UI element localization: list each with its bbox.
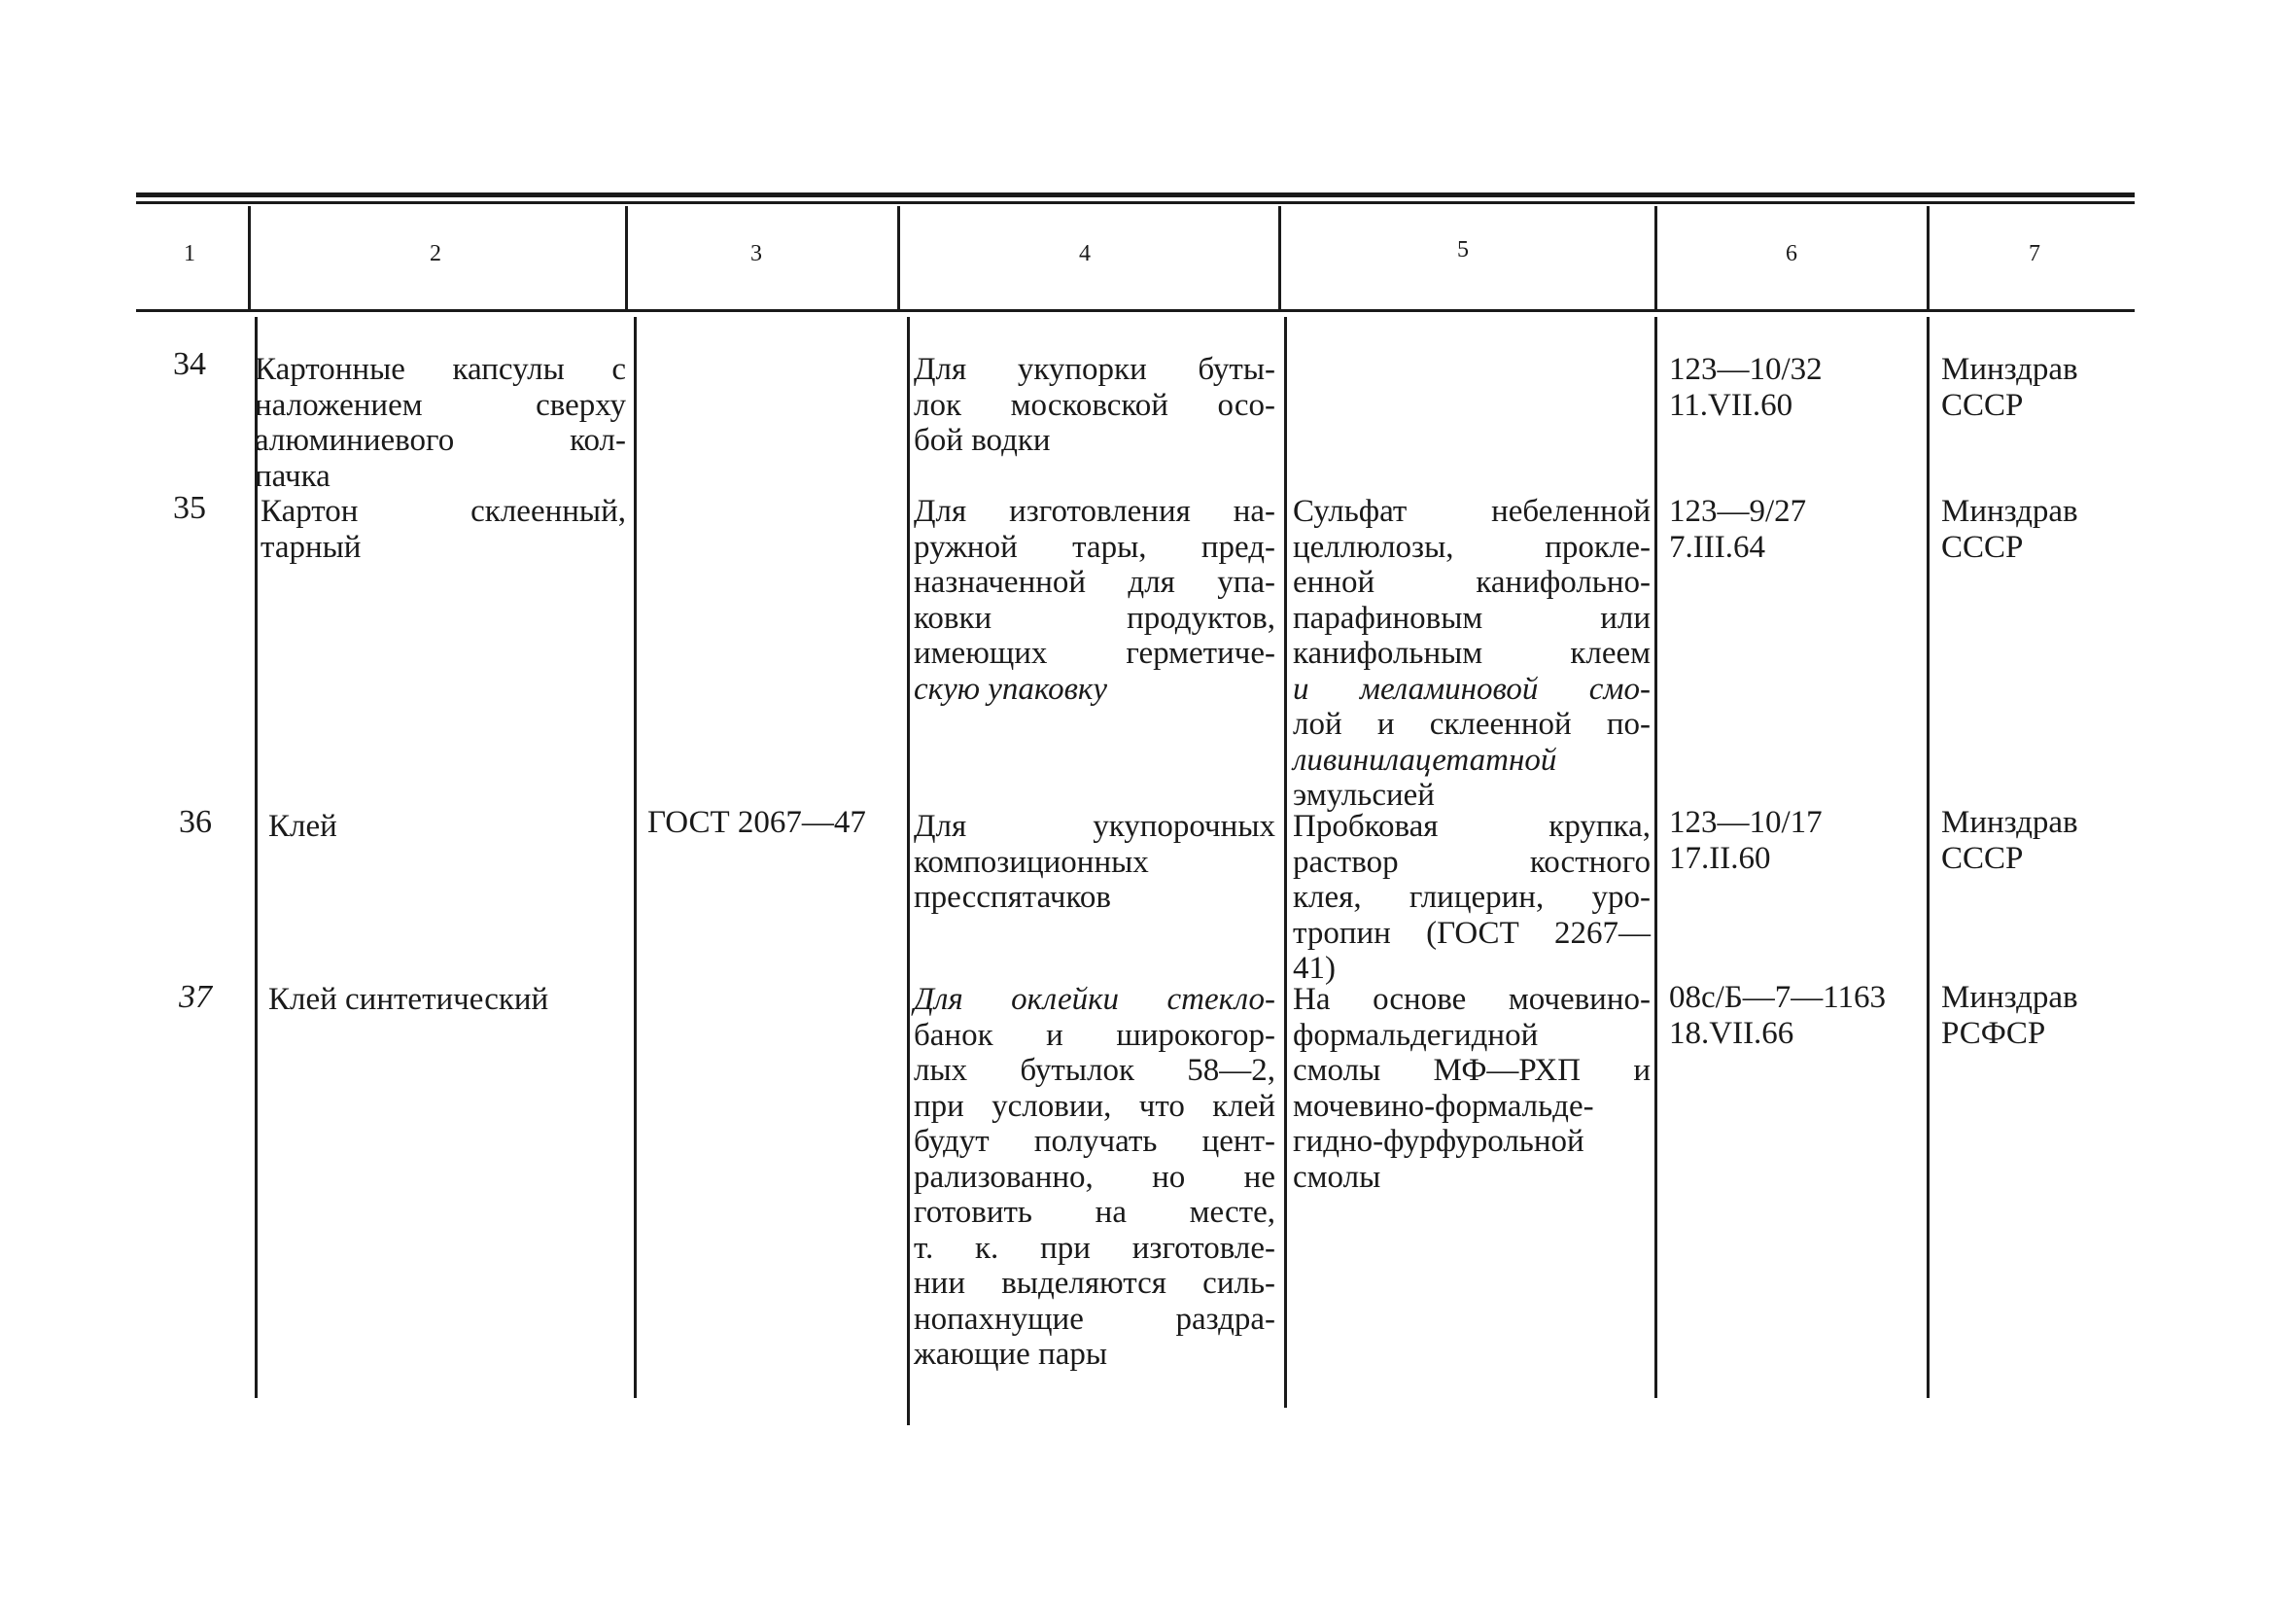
purpose-line: т. к. при изготовле-: [914, 1230, 1275, 1266]
permit: [1669, 494, 1924, 565]
composition-line: смолы: [1293, 1159, 1381, 1195]
composition-line: эмульсией: [1293, 778, 1435, 813]
column-number: 4: [1079, 241, 1091, 266]
purpose-line: скую упаковку: [914, 671, 1107, 707]
column-number: 3: [750, 241, 762, 266]
purpose-line: будут получать цент-: [914, 1124, 1275, 1159]
name-line: Картонные капсулы с: [255, 352, 626, 387]
permit-number: 123—10/32: [1669, 352, 1823, 387]
column-divider: [907, 317, 910, 1425]
composition-line: енной канифольно-: [1293, 565, 1651, 600]
purpose-line: пресспятачков: [914, 880, 1111, 915]
purpose-line: при условии, что клей: [914, 1088, 1275, 1124]
purpose: [914, 809, 1275, 916]
composition-line: формальдегидной: [1293, 1017, 1539, 1053]
composition-line: Пробковая крупка,: [1293, 809, 1651, 844]
composition-line: лой и склеенной по-: [1293, 707, 1651, 742]
purpose-line: ружной тары, пред-: [914, 529, 1275, 565]
purpose-line: готовить на месте,: [914, 1195, 1275, 1230]
purpose-line: назначенной для упа-: [914, 565, 1275, 600]
purpose-line: ковки продуктов,: [914, 600, 1275, 636]
purpose: [914, 494, 1275, 707]
name-line: Клей синтетический: [268, 982, 549, 1017]
purpose-line: имеющих герметиче-: [914, 636, 1275, 671]
purpose-line: банок и широкогор-: [914, 1017, 1275, 1053]
authority-line: СССР: [1941, 840, 2024, 876]
name-line: тарный: [261, 529, 362, 565]
header-divider: [897, 206, 900, 309]
purpose-line: рализованно, но не: [914, 1159, 1275, 1195]
permit-number: 123—10/17: [1669, 805, 1823, 840]
authority-line: Минздрав: [1941, 805, 2078, 840]
column-number: 7: [2029, 241, 2040, 266]
column-divider: [634, 317, 637, 1398]
composition-line: 41): [1293, 951, 1336, 986]
column-number: 6: [1786, 241, 1797, 266]
purpose: [914, 352, 1275, 459]
name-line: Картон склеенный,: [261, 494, 626, 529]
column-divider: [1927, 317, 1930, 1398]
name-line: пачка: [255, 458, 330, 494]
authority: [1941, 980, 2126, 1051]
header-divider: [1927, 206, 1930, 309]
composition-line: клея, глицерин, уро-: [1293, 880, 1651, 915]
purpose-line: нии выделяются силь-: [914, 1266, 1275, 1301]
column-number: 5: [1457, 237, 1469, 262]
purpose: [914, 982, 1275, 1373]
permit-number: 08с/Б—7—1163: [1669, 980, 1887, 1015]
table-top-rule: [136, 192, 2135, 197]
authority-line: Минздрав: [1941, 494, 2078, 529]
authority-line: Минздрав: [1941, 980, 2078, 1015]
authority-line: СССР: [1941, 387, 2024, 423]
permit: [1669, 352, 1924, 423]
composition-line: гидно-фурфурольной: [1293, 1124, 1584, 1159]
column-divider: [1284, 317, 1287, 1408]
header-divider: [248, 206, 251, 309]
purpose-line: лых бутылок 58—2,: [914, 1053, 1275, 1088]
composition-line: раствор костного: [1293, 844, 1651, 880]
composition-line: целлюлозы, прокле-: [1293, 529, 1651, 565]
row-number: 37: [179, 979, 212, 1015]
composition: [1293, 809, 1651, 987]
permit-date: 7.III.64: [1669, 529, 1765, 565]
purpose-line: Для укупорочных: [914, 809, 1275, 844]
composition-line: и меламиновой смо-: [1293, 671, 1651, 707]
purpose-line: жающие пары: [914, 1337, 1108, 1372]
composition-line: тропин (ГОСТ 2267—: [1293, 915, 1651, 951]
row-number: 35: [173, 490, 206, 526]
authority-line: СССР: [1941, 529, 2024, 565]
purpose-line: композиционных: [914, 844, 1149, 880]
column-number: 2: [430, 241, 441, 266]
composition-line: мочевино-формальде-: [1293, 1088, 1594, 1124]
composition-line: канифольным клеем: [1293, 636, 1651, 671]
permit-number: 123—9/27: [1669, 494, 1807, 529]
header-divider: [625, 206, 628, 309]
material-name: [268, 809, 618, 845]
gost-reference: ГОСТ 2067—47: [647, 805, 866, 840]
authority: [1941, 352, 2126, 423]
table-header-rule: [136, 309, 2135, 312]
permit-date: 11.VII.60: [1669, 387, 1793, 423]
permit-date: 18.VII.66: [1669, 1015, 1794, 1051]
material-name: [261, 494, 626, 565]
header-divider: [1654, 206, 1657, 309]
permit: [1669, 980, 1924, 1051]
composition-line: ливинилацетатной: [1293, 742, 1557, 778]
material-name: [268, 982, 618, 1018]
name-line: наложением сверху: [255, 387, 626, 423]
purpose-line: Для изготовления на-: [914, 494, 1275, 529]
purpose-line: лок московской осо-: [914, 387, 1275, 423]
purpose-line: Для укупорки буты-: [914, 352, 1275, 387]
purpose-line: бой водки: [914, 423, 1051, 458]
composition-line: Сульфат небеленной: [1293, 494, 1651, 529]
composition-line: На основе мочевино-: [1293, 982, 1651, 1017]
header-divider: [1278, 206, 1281, 309]
authority-line: РСФСР: [1941, 1015, 2046, 1051]
composition: [1293, 982, 1651, 1195]
table-top-rule-thin: [136, 201, 2135, 204]
authority-line: Минздрав: [1941, 352, 2078, 387]
name-line: Клей: [268, 809, 337, 844]
composition: [1293, 494, 1651, 814]
purpose-line: нопахнущие раздра-: [914, 1301, 1275, 1337]
row-number: 36: [179, 804, 212, 840]
authority: [1941, 805, 2126, 876]
permit: [1669, 805, 1924, 876]
composition-line: смолы МФ—РХП и: [1293, 1053, 1651, 1088]
authority: [1941, 494, 2126, 565]
material-name: [255, 352, 626, 494]
column-divider: [1654, 317, 1657, 1398]
purpose-line: Для оклейки стекло-: [914, 982, 1275, 1017]
composition-line: парафиновым или: [1293, 600, 1651, 636]
row-number: 34: [173, 346, 206, 382]
column-number: 1: [184, 241, 195, 266]
name-line: алюминиевого кол-: [255, 423, 626, 458]
permit-date: 17.II.60: [1669, 840, 1771, 876]
